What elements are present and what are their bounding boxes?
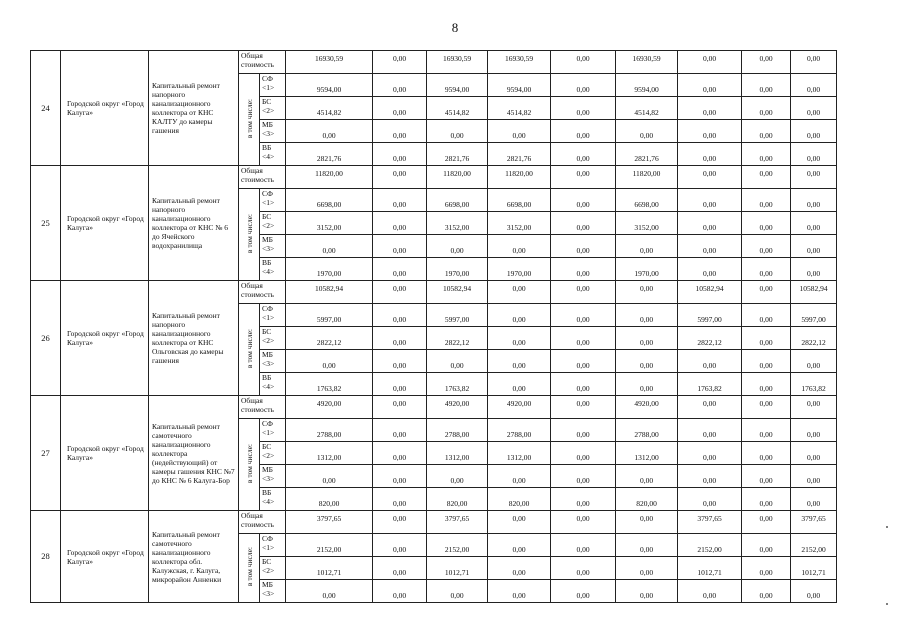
amount-cell: 0,00: [742, 74, 791, 97]
amount-cell: 0,00: [551, 281, 616, 304]
amount-cell: 0,00: [373, 304, 427, 327]
amount-cell: 0,00: [791, 74, 837, 97]
amount-cell: 0,00: [791, 396, 837, 419]
including-text: в том числе:: [244, 98, 254, 139]
amount-cell: 0,00: [791, 51, 837, 74]
funding-source-code: СФ <1>: [260, 419, 286, 442]
amount-cell: 0,00: [551, 258, 616, 281]
amount-cell: 0,00: [678, 396, 742, 419]
amount-cell: 0,00: [742, 580, 791, 603]
funding-source-code: МБ <3>: [260, 465, 286, 488]
amount-cell: 4514,82: [488, 97, 551, 120]
amount-cell: 3797,65: [286, 511, 373, 534]
amount-cell: 2822,12: [678, 327, 742, 350]
amount-cell: 0,00: [551, 212, 616, 235]
row-number: 26: [31, 281, 61, 396]
amount-cell: 0,00: [427, 235, 488, 258]
amount-cell: 0,00: [427, 465, 488, 488]
amount-cell: 0,00: [373, 465, 427, 488]
amount-cell: 9594,00: [616, 74, 678, 97]
amount-cell: 0,00: [551, 97, 616, 120]
table-row-total: [31, 51, 837, 74]
amount-cell: 2788,00: [427, 419, 488, 442]
amount-cell: 10582,94: [286, 281, 373, 304]
amount-cell: 0,00: [373, 235, 427, 258]
amount-cell: 0,00: [791, 419, 837, 442]
amount-cell: 4920,00: [616, 396, 678, 419]
amount-cell: 0,00: [678, 166, 742, 189]
amount-cell: 11820,00: [488, 166, 551, 189]
amount-cell: 0,00: [742, 465, 791, 488]
total-cost-label: Общая стоимость: [239, 396, 286, 419]
row-number: 25: [31, 166, 61, 281]
amount-cell: 0,00: [742, 189, 791, 212]
amount-cell: 0,00: [551, 419, 616, 442]
amount-cell: 0,00: [678, 580, 742, 603]
amount-cell: 2152,00: [286, 534, 373, 557]
total-cost-label: Общая стоимость: [239, 51, 286, 74]
table-row-total: [31, 166, 837, 189]
amount-cell: 0,00: [427, 120, 488, 143]
project-description: Капитальный ремонт самотечного канализационного коллектора обл. Калужская, г. Калуга, микрорайон Анненки: [149, 511, 239, 603]
amount-cell: 0,00: [616, 304, 678, 327]
amount-cell: 0,00: [551, 442, 616, 465]
amount-cell: 0,00: [616, 235, 678, 258]
table-row-total: [31, 511, 837, 534]
page-number: 8: [451, 20, 459, 35]
amount-cell: 0,00: [742, 120, 791, 143]
amount-cell: 4514,82: [616, 97, 678, 120]
amount-cell: 1312,00: [427, 442, 488, 465]
funding-source-code: СФ <1>: [260, 74, 286, 97]
funding-source-code: МБ <3>: [260, 580, 286, 603]
amount-cell: 1312,00: [286, 442, 373, 465]
amount-cell: 0,00: [488, 534, 551, 557]
amount-cell: 0,00: [791, 235, 837, 258]
amount-cell: 0,00: [373, 327, 427, 350]
amount-cell: 6698,00: [616, 189, 678, 212]
funding-source-code: БС <2>: [260, 212, 286, 235]
amount-cell: 3797,65: [678, 511, 742, 534]
amount-cell: 0,00: [373, 442, 427, 465]
amount-cell: 4514,82: [286, 97, 373, 120]
amount-cell: 0,00: [373, 488, 427, 511]
amount-cell: 0,00: [286, 350, 373, 373]
amount-cell: 0,00: [373, 281, 427, 304]
amount-cell: 820,00: [286, 488, 373, 511]
funding-source-code: СФ <1>: [260, 304, 286, 327]
amount-cell: 0,00: [373, 511, 427, 534]
amount-cell: 0,00: [551, 304, 616, 327]
funding-source-code: ВБ <4>: [260, 258, 286, 281]
amount-cell: 0,00: [551, 166, 616, 189]
amount-cell: 0,00: [551, 350, 616, 373]
amount-cell: 0,00: [488, 373, 551, 396]
amount-cell: 16930,59: [286, 51, 373, 74]
amount-cell: 0,00: [488, 580, 551, 603]
amount-cell: 0,00: [427, 350, 488, 373]
amount-cell: 0,00: [678, 258, 742, 281]
amount-cell: 4920,00: [286, 396, 373, 419]
amount-cell: 2821,76: [286, 143, 373, 166]
amount-cell: 0,00: [791, 258, 837, 281]
amount-cell: 3152,00: [427, 212, 488, 235]
amount-cell: 0,00: [551, 488, 616, 511]
funding-source-code: СФ <1>: [260, 534, 286, 557]
amount-cell: 0,00: [373, 580, 427, 603]
amount-cell: 0,00: [286, 120, 373, 143]
funding-source-code: БС <2>: [260, 442, 286, 465]
amount-cell: 0,00: [678, 350, 742, 373]
amount-cell: 16930,59: [427, 51, 488, 74]
amount-cell: 0,00: [373, 557, 427, 580]
amount-cell: 0,00: [791, 465, 837, 488]
amount-cell: 0,00: [791, 97, 837, 120]
amount-cell: 0,00: [742, 327, 791, 350]
amount-cell: 0,00: [791, 166, 837, 189]
amount-cell: 0,00: [742, 350, 791, 373]
amount-cell: 0,00: [616, 281, 678, 304]
amount-cell: 0,00: [678, 212, 742, 235]
including-label: [239, 189, 260, 281]
amount-cell: 11820,00: [286, 166, 373, 189]
amount-cell: 1763,82: [427, 373, 488, 396]
amount-cell: 0,00: [616, 534, 678, 557]
funding-source-code: МБ <3>: [260, 350, 286, 373]
amount-cell: 0,00: [742, 488, 791, 511]
funding-source-code: ВБ <4>: [260, 373, 286, 396]
amount-cell: 9594,00: [427, 74, 488, 97]
including-label: [239, 304, 260, 396]
including-text: в том числе:: [244, 213, 254, 254]
amount-cell: 11820,00: [427, 166, 488, 189]
including-text: в том числе:: [244, 328, 254, 369]
amount-cell: 0,00: [373, 97, 427, 120]
amount-cell: 0,00: [678, 74, 742, 97]
amount-cell: 0,00: [551, 120, 616, 143]
amount-cell: 0,00: [373, 212, 427, 235]
row-number: 24: [31, 51, 61, 166]
project-description: Капитальный ремонт самотечного канализационного коллектора (недействующий) от камеры гашения КНС №7 до КНС № 6 Калуга-Бор: [149, 396, 239, 511]
amount-cell: 0,00: [742, 97, 791, 120]
amount-cell: 4920,00: [488, 396, 551, 419]
scan-speck: [886, 526, 888, 528]
amount-cell: 0,00: [678, 488, 742, 511]
amount-cell: 0,00: [616, 465, 678, 488]
amount-cell: 0,00: [742, 557, 791, 580]
amount-cell: 0,00: [791, 442, 837, 465]
amount-cell: 0,00: [742, 281, 791, 304]
amount-cell: 0,00: [742, 143, 791, 166]
amount-cell: 0,00: [616, 557, 678, 580]
amount-cell: 3797,65: [427, 511, 488, 534]
including-label: [239, 74, 260, 166]
amount-cell: 0,00: [551, 373, 616, 396]
amount-cell: 3152,00: [286, 212, 373, 235]
municipality-name: Городской округ «Город Калуга»: [61, 166, 149, 281]
budget-table: [30, 50, 837, 603]
amount-cell: 0,00: [286, 580, 373, 603]
funding-source-code: БС <2>: [260, 557, 286, 580]
amount-cell: 0,00: [373, 350, 427, 373]
amount-cell: 0,00: [742, 304, 791, 327]
amount-cell: 0,00: [373, 373, 427, 396]
amount-cell: 820,00: [488, 488, 551, 511]
amount-cell: 1763,82: [678, 373, 742, 396]
amount-cell: 0,00: [373, 74, 427, 97]
amount-cell: 0,00: [742, 373, 791, 396]
amount-cell: 0,00: [742, 442, 791, 465]
amount-cell: 0,00: [791, 350, 837, 373]
row-number: 28: [31, 511, 61, 603]
amount-cell: 0,00: [678, 120, 742, 143]
amount-cell: 3152,00: [616, 212, 678, 235]
amount-cell: 9594,00: [488, 74, 551, 97]
total-cost-label: Общая стоимость: [239, 281, 286, 304]
total-cost-label: Общая стоимость: [239, 166, 286, 189]
amount-cell: 0,00: [616, 350, 678, 373]
amount-cell: 1763,82: [286, 373, 373, 396]
amount-cell: 0,00: [488, 557, 551, 580]
amount-cell: 0,00: [551, 557, 616, 580]
amount-cell: 10582,94: [678, 281, 742, 304]
amount-cell: 0,00: [791, 143, 837, 166]
amount-cell: 0,00: [678, 189, 742, 212]
amount-cell: 0,00: [488, 235, 551, 258]
amount-cell: 2788,00: [616, 419, 678, 442]
amount-cell: 1012,71: [286, 557, 373, 580]
amount-cell: 0,00: [791, 212, 837, 235]
amount-cell: 2821,76: [488, 143, 551, 166]
amount-cell: 0,00: [742, 51, 791, 74]
amount-cell: 2152,00: [427, 534, 488, 557]
amount-cell: 1970,00: [427, 258, 488, 281]
amount-cell: 0,00: [551, 327, 616, 350]
amount-cell: 820,00: [427, 488, 488, 511]
amount-cell: 6698,00: [286, 189, 373, 212]
amount-cell: 1970,00: [616, 258, 678, 281]
amount-cell: 0,00: [678, 419, 742, 442]
amount-cell: 0,00: [616, 373, 678, 396]
amount-cell: 6698,00: [488, 189, 551, 212]
amount-cell: 0,00: [742, 235, 791, 258]
amount-cell: 0,00: [373, 166, 427, 189]
amount-cell: 0,00: [551, 235, 616, 258]
amount-cell: 0,00: [742, 166, 791, 189]
amount-cell: 0,00: [373, 258, 427, 281]
project-description: Капитальный ремонт напорного канализационного коллектора от КНС № 6 до Ячейского водохранилища: [149, 166, 239, 281]
total-cost-label: Общая стоимость: [239, 511, 286, 534]
including-text: в том числе:: [244, 443, 254, 484]
funding-source-code: СФ <1>: [260, 189, 286, 212]
amount-cell: 0,00: [488, 281, 551, 304]
amount-cell: 5997,00: [427, 304, 488, 327]
amount-cell: 2788,00: [286, 419, 373, 442]
amount-cell: 0,00: [616, 120, 678, 143]
amount-cell: 0,00: [678, 465, 742, 488]
amount-cell: 11820,00: [616, 166, 678, 189]
amount-cell: 2822,12: [286, 327, 373, 350]
amount-cell: 0,00: [616, 511, 678, 534]
amount-cell: 0,00: [678, 235, 742, 258]
amount-cell: 0,00: [678, 442, 742, 465]
amount-cell: 10582,94: [791, 281, 837, 304]
amount-cell: 0,00: [373, 419, 427, 442]
amount-cell: 3152,00: [488, 212, 551, 235]
amount-cell: 0,00: [551, 396, 616, 419]
funding-source-code: БС <2>: [260, 327, 286, 350]
amount-cell: 0,00: [488, 120, 551, 143]
amount-cell: 16930,59: [488, 51, 551, 74]
amount-cell: 0,00: [551, 465, 616, 488]
table-row-total: [31, 396, 837, 419]
amount-cell: 0,00: [742, 258, 791, 281]
amount-cell: 820,00: [616, 488, 678, 511]
amount-cell: 5997,00: [678, 304, 742, 327]
amount-cell: 0,00: [551, 74, 616, 97]
amount-cell: 9594,00: [286, 74, 373, 97]
amount-cell: 0,00: [791, 580, 837, 603]
amount-cell: 1970,00: [286, 258, 373, 281]
amount-cell: 0,00: [373, 51, 427, 74]
amount-cell: 0,00: [373, 189, 427, 212]
amount-cell: 4514,82: [427, 97, 488, 120]
amount-cell: 0,00: [742, 212, 791, 235]
amount-cell: 0,00: [373, 396, 427, 419]
amount-cell: 1012,71: [427, 557, 488, 580]
scan-speck: [886, 603, 888, 605]
amount-cell: 10582,94: [427, 281, 488, 304]
amount-cell: 2152,00: [791, 534, 837, 557]
amount-cell: 0,00: [488, 304, 551, 327]
amount-cell: 0,00: [791, 488, 837, 511]
amount-cell: 0,00: [373, 534, 427, 557]
amount-cell: 0,00: [742, 419, 791, 442]
including-label: [239, 534, 260, 603]
amount-cell: 0,00: [427, 580, 488, 603]
funding-source-code: ВБ <4>: [260, 488, 286, 511]
amount-cell: 0,00: [551, 580, 616, 603]
amount-cell: 0,00: [551, 143, 616, 166]
table-row-total: [31, 281, 837, 304]
amount-cell: 0,00: [742, 534, 791, 557]
including-text: в том числе:: [244, 547, 254, 587]
municipality-name: Городской округ «Город Калуга»: [61, 396, 149, 511]
amount-cell: 0,00: [678, 143, 742, 166]
amount-cell: 6698,00: [427, 189, 488, 212]
amount-cell: 0,00: [678, 97, 742, 120]
amount-cell: 4920,00: [427, 396, 488, 419]
amount-cell: 0,00: [616, 580, 678, 603]
amount-cell: 1763,82: [791, 373, 837, 396]
amount-cell: 0,00: [742, 396, 791, 419]
amount-cell: 0,00: [488, 465, 551, 488]
amount-cell: 16930,59: [616, 51, 678, 74]
funding-source-code: БС <2>: [260, 97, 286, 120]
amount-cell: 0,00: [791, 120, 837, 143]
amount-cell: 5997,00: [286, 304, 373, 327]
amount-cell: 0,00: [551, 189, 616, 212]
project-description: Капитальный ремонт напорного канализационного коллектора от КНС КАЛТУ до камеры гашения: [149, 51, 239, 166]
amount-cell: 1312,00: [616, 442, 678, 465]
amount-cell: 0,00: [791, 189, 837, 212]
amount-cell: 0,00: [488, 511, 551, 534]
amount-cell: 0,00: [373, 143, 427, 166]
amount-cell: 2822,12: [427, 327, 488, 350]
funding-source-code: МБ <3>: [260, 120, 286, 143]
amount-cell: 0,00: [286, 465, 373, 488]
project-description: Капитальный ремонт напорного канализационного коллектора от КНС Ольговская до камеры гашения: [149, 281, 239, 396]
amount-cell: 0,00: [488, 350, 551, 373]
municipality-name: Городской округ «Город Калуга»: [61, 511, 149, 603]
amount-cell: 2822,12: [791, 327, 837, 350]
municipality-name: Городской округ «Город Калуга»: [61, 281, 149, 396]
amount-cell: 0,00: [551, 511, 616, 534]
amount-cell: 0,00: [286, 235, 373, 258]
funding-source-code: ВБ <4>: [260, 143, 286, 166]
amount-cell: 0,00: [678, 51, 742, 74]
amount-cell: 1312,00: [488, 442, 551, 465]
amount-cell: 0,00: [373, 120, 427, 143]
amount-cell: 0,00: [488, 327, 551, 350]
amount-cell: 5997,00: [791, 304, 837, 327]
amount-cell: 2821,76: [616, 143, 678, 166]
amount-cell: 2821,76: [427, 143, 488, 166]
including-label: [239, 419, 260, 511]
row-number: 27: [31, 396, 61, 511]
amount-cell: 1012,71: [791, 557, 837, 580]
amount-cell: 2788,00: [488, 419, 551, 442]
amount-cell: 0,00: [616, 327, 678, 350]
amount-cell: 1970,00: [488, 258, 551, 281]
amount-cell: 1012,71: [678, 557, 742, 580]
municipality-name: Городской округ «Город Калуга»: [61, 51, 149, 166]
funding-source-code: МБ <3>: [260, 235, 286, 258]
amount-cell: 3797,65: [791, 511, 837, 534]
amount-cell: 2152,00: [678, 534, 742, 557]
amount-cell: 0,00: [742, 511, 791, 534]
amount-cell: 0,00: [551, 534, 616, 557]
amount-cell: 0,00: [551, 51, 616, 74]
